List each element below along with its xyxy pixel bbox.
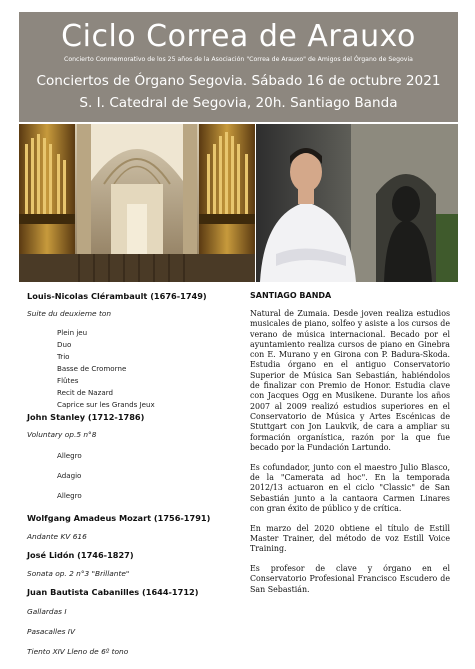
header-banner <box>19 12 458 122</box>
composer-cabanilles: Juan Bautista Cabanilles (1644-1712) <box>27 587 199 597</box>
composer-clerambault: Louis-Nicolas Clérambault (1676-1749) <box>27 291 207 301</box>
movement-item: Basse de Cromorne <box>57 364 127 373</box>
composer-lidon: José Lidón (1746-1827) <box>27 550 134 560</box>
work-tiento: Tiento XIV Lleno de 6º tono <box>27 647 129 656</box>
movement-item: Recit de Nazard <box>57 388 114 397</box>
concert-program <box>27 290 237 657</box>
movement-item: Adagio <box>57 471 82 480</box>
movement-item: Allegro <box>57 491 82 500</box>
bio-paragraph: Es cofundador, junto con el maestro Julio Blasco, de la "Camerata ad hoc". En la temporada 2012/13 actuaron en el ciclo "Classic" de San Sebastián junto a la cantaora Carmen Linares con gran éxito de público y de crítica. <box>250 462 450 513</box>
poster-title: Ciclo Correa de Arauxo <box>61 19 416 54</box>
performer-name: SANTIAGO BANDA <box>250 291 332 300</box>
performer-biography <box>250 290 450 604</box>
movement-list-clerambault <box>27 327 237 411</box>
venue-line: S. I. Catedral de Segovia, 20h. Santiago Banda <box>79 95 398 111</box>
movement-item: Plein jeu <box>57 328 88 337</box>
poster-subtitle: Concierto Conmemorativo de los 25 años de la Asociación "Correa de Arauxo" de Amigos del Órgano de Segovia <box>64 56 413 63</box>
concert-date-line: Conciertos de Órgano Segovia. Sábado 16 de octubre 2021 <box>36 73 441 89</box>
movement-item: Trio <box>57 352 70 361</box>
composer-mozart: Wolfgang Amadeus Mozart (1756-1791) <box>27 513 211 523</box>
movement-list-stanley <box>27 446 237 506</box>
bio-paragraph: En marzo del 2020 obtiene el título de Estill Master Trainer, del método de voz Estill Voice Training. <box>250 523 450 554</box>
work-sonata: Sonata op. 2 n°3 "Brillante" <box>27 569 130 578</box>
work-suite: Suite du deuxieme ton <box>27 309 112 318</box>
work-andante: Andante KV 616 <box>27 532 87 541</box>
movement-item: Allegro <box>57 451 82 460</box>
performer-photo <box>256 124 458 282</box>
movement-item: Flûtes <box>57 376 79 385</box>
bio-paragraph: Es profesor de clave y órgano en el Conservatorio Profesional Francisco Escudero de San Sebastián. <box>250 564 450 594</box>
cathedral-organ-photo <box>19 124 255 282</box>
work-pasacalles: Pasacalles IV <box>27 627 76 636</box>
movement-item: Duo <box>57 340 72 349</box>
movement-item: Caprice sur les Grands Jeux <box>57 400 155 409</box>
work-voluntary: Voluntary op.5 n°8 <box>27 430 97 439</box>
work-gallardas: Gallardas I <box>27 607 67 616</box>
bio-paragraph: Natural de Zumaia. Desde joven realiza estudios musicales de piano, solfeo y asiste a los cursos de verano de música internacional. Becado por el ayuntamiento realiza cursos de piano en Ginebra con E. Murano y en Girona con P. Badura-Skoda. Estudia órgano en el antiguo Conservatorio Superior de Música San Sebastián, habiéndolos de finalizar con Premio de Honor. Estudia clave con Jacques Ogg en Musikene. Durante los años 2007 al 2009 realizó estudios superiores en el Conservatorio de Música y Artes Escénicas de Stuttgart con Jon Laukvik, de cara a ampliar su formación organística, razón por la que fue becado por la Fundación Lartundo. <box>250 309 450 452</box>
composer-stanley: John Stanley (1712-1786) <box>27 412 145 422</box>
